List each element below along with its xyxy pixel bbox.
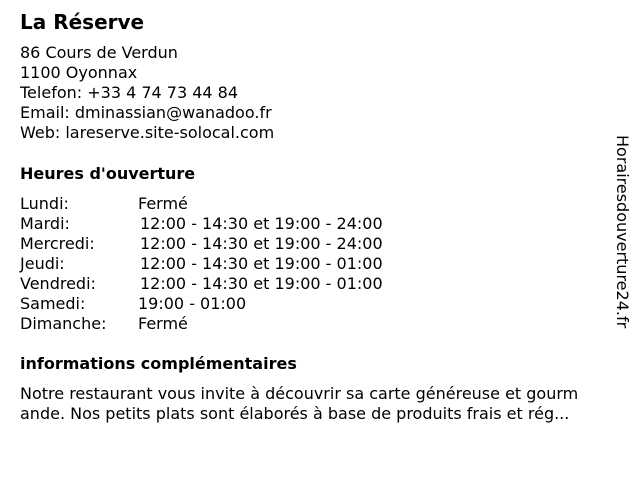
hours-day: Vendredi:	[20, 274, 96, 293]
address-city: 1100 Oyonnax	[20, 63, 138, 82]
hours-day: Mardi:	[20, 214, 70, 233]
contact-block	[20, 43, 274, 143]
hours-time: Fermé	[138, 194, 188, 213]
hours-time: 12:00 - 14:30 et 19:00 - 24:00	[140, 234, 383, 253]
site-watermark: Horairesdouverture24.fr	[613, 135, 632, 329]
hours-day: Dimanche:	[20, 314, 107, 333]
hours-time: 12:00 - 14:30 et 19:00 - 01:00	[140, 274, 383, 293]
description-line: ande. Nos petits plats sont élaborés à base de produits frais et rég...	[20, 404, 570, 423]
hours-day: Mercredi:	[20, 234, 95, 253]
address-street: 86 Cours de Verdun	[20, 43, 178, 62]
opening-hours-heading: Heures d'ouverture	[20, 164, 196, 183]
website-link[interactable]: Web: lareserve.site-solocal.com	[20, 123, 275, 142]
email-address[interactable]: Email: dminassian@wanadoo.fr	[20, 103, 272, 122]
restaurant-description	[20, 384, 626, 424]
additional-info-heading: informations complémentaires	[20, 354, 297, 373]
hours-day: Lundi:	[20, 194, 69, 213]
description-line: Notre restaurant vous invite à découvrir sa carte généreuse et gourm	[20, 384, 579, 403]
hours-time: Fermé	[138, 314, 188, 333]
hours-time: 19:00 - 01:00	[138, 294, 247, 313]
hours-time: 12:00 - 14:30 et 19:00 - 24:00	[140, 214, 383, 233]
hours-day: Samedi:	[20, 294, 86, 313]
hours-time: 12:00 - 14:30 et 19:00 - 01:00	[140, 254, 383, 273]
business-name: La Réserve	[20, 10, 145, 34]
phone-number[interactable]: Telefon: +33 4 74 73 44 84	[20, 83, 239, 102]
hours-day: Jeudi:	[20, 254, 65, 273]
